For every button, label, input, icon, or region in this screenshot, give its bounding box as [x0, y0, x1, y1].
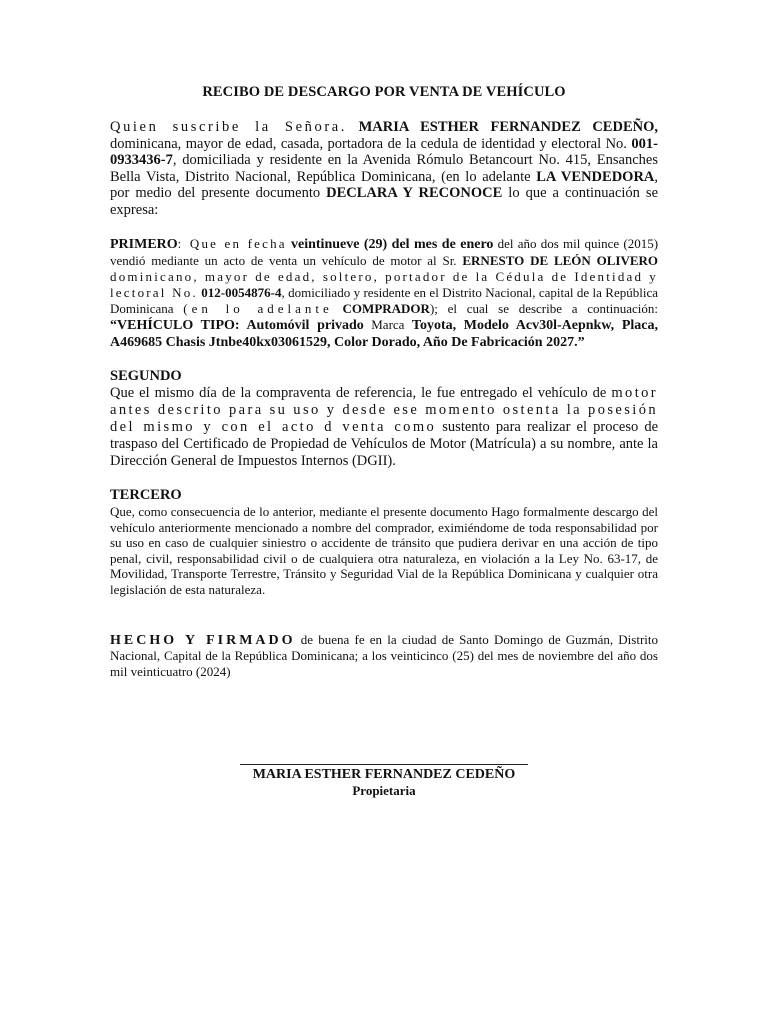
- primero-text-1: : Que en fecha: [177, 236, 287, 251]
- intro-text-2: , domiciliada y residente en la Avenida Rómulo Betancourt No. 415, Ensanches Bella Vista, Distrito Nacional, República Dominicana, (en lo adelante: [110, 152, 658, 185]
- vehicle-details: Toyota, Modelo Acv30l-Aepnkw, Placa, A469685 Chasis Jtnbe40kx03061529, Color Dorado, Año De Fabricación 2027.”: [110, 318, 659, 350]
- tercero-paragraph: Que, como consecuencia de lo anterior, mediante el presente documento Hago formalmente descargo del vehículo anteriormente mencionado a nombre del comprador, eximiéndome de toda responsabilidad por su uso en caso de cualquier siniestro o accidente de tránsito que pudiera derivar en una acción de tipo penal, civil, responsabilidad civil o de cualquiera otra naturaleza, en violación a la Ley No. 63-17, de Movilidad, Transporte Terrestre, Tránsito y Seguridad Vial de la República Dominicana y cualquier otra legislación de esta naturaleza.: [110, 504, 658, 597]
- intro-lead: Quien suscribe la Señora.: [110, 119, 348, 135]
- signature-name: MARIA ESTHER FERNANDEZ CEDEÑO: [252, 767, 516, 782]
- document-title: RECIBO DE DESCARGO POR VENTA DE VEHÍCULO: [202, 84, 566, 100]
- document-body: [110, 84, 658, 679]
- intro-text-3: , por medio del presente documento: [110, 168, 659, 201]
- hecho-lead: HECHO Y FIRMADO: [110, 632, 296, 648]
- hecho-body: de buena fe en la ciudad de Santo Domingo de Guzmán, Distrito Nacional, Capital de la República Dominicana; a los veinticinco (25) del mes de noviembre del año dos mil veinticuatro (2024): [110, 631, 659, 679]
- buyer-name: ERNESTO DE LEÓN OLIVERO: [462, 253, 658, 268]
- segundo-paragraph: [110, 385, 658, 470]
- tercero-section: [110, 487, 658, 598]
- primero-paragraph: [110, 236, 658, 351]
- primero-text-7: Marca: [371, 317, 405, 332]
- hecho-paragraph: [110, 632, 658, 680]
- seller-cedula: 001-0933436-7: [110, 135, 658, 168]
- primero-text-5: (en lo adelante: [183, 301, 333, 316]
- signature-role: Propietaria: [352, 783, 416, 798]
- intro-text-1: dominicana, mayor de edad, casada, portadora de la cedula de identidad y electoral No.: [110, 135, 627, 152]
- segundo-text-1: Que el mismo día de la compraventa de referencia, le fue entregado el vehículo de: [110, 385, 607, 401]
- primero-text-3: dominicano, mayor de edad, soltero, portador de la Cédula de Identidad y lectoral No.: [110, 269, 658, 300]
- seller-name: MARIA ESTHER FERNANDEZ CEDEÑO,: [358, 119, 658, 135]
- primero-text-4: , domiciliado y residente en el Distrito Nacional, capital de la República Dominicana: [110, 285, 659, 316]
- seller-role: LA VENDEDORA: [536, 168, 655, 185]
- sale-date: veintinueve (29) del mes de enero: [291, 237, 494, 252]
- primero-text-2: del año dos mil quince (2015) vendió mediante un acto de venta un vehículo de motor al Sr.: [110, 236, 659, 268]
- signature-line: [240, 764, 528, 765]
- segundo-text-2: motor antes descrito para su uso y desde ese momento ostenta la posesión del mismo y con el acto d venta como: [110, 385, 659, 435]
- signature-block: [240, 764, 528, 799]
- segundo-heading: SEGUNDO: [110, 368, 182, 384]
- buyer-cedula: 012-0054876-4: [201, 285, 282, 300]
- primero-heading: PRIMERO: [110, 237, 178, 252]
- segundo-text-3: sustento para realizar el proceso de traspaso del Certificado de Propiedad de Vehículos de Motor (Matrícula) a su nombre, ante la Dirección General de Impuestos Internos (DGII).: [110, 419, 659, 469]
- tercero-heading: TERCERO: [110, 487, 182, 503]
- segundo-section: [110, 368, 658, 470]
- primero-text-6: ); el cual se describe a continuación:: [429, 301, 659, 316]
- intro-text-4: lo que a continuación se expresa:: [110, 185, 659, 218]
- declares-text: DECLARA Y RECONOCE: [326, 185, 503, 201]
- vehicle-label: “VEHÍCULO TIPO: Automóvil privado: [110, 318, 364, 333]
- intro-paragraph: [110, 119, 658, 218]
- buyer-role: COMPRADOR: [342, 301, 430, 316]
